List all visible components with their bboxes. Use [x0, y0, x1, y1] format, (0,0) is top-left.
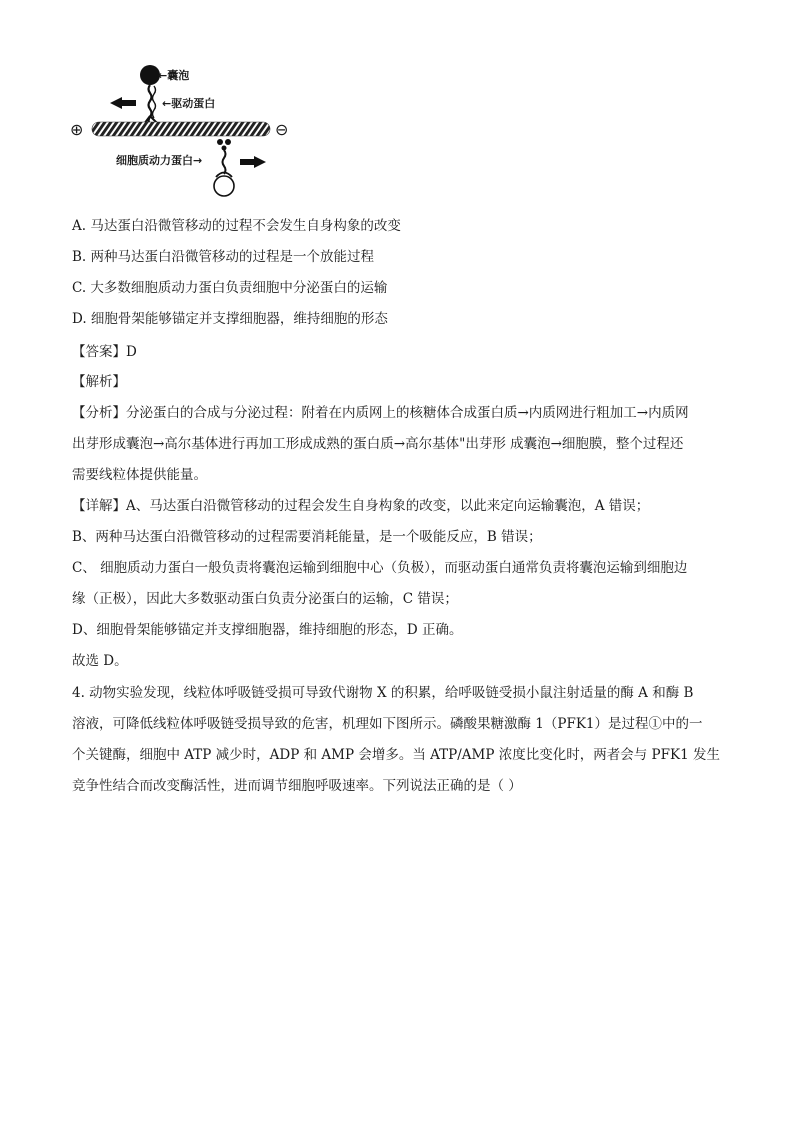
kinesin-label-text: 驱动蛋白: [171, 97, 216, 110]
vesicle-label: ←囊泡: [158, 69, 190, 82]
xiangjie-line-2: B、两种马达蛋白沿微管移动的过程需要消耗能量，是一个吸能反应，B 错误；: [72, 529, 542, 545]
plus-end-icon: ⊕: [70, 120, 84, 139]
microtubule-diagram: [70, 58, 310, 200]
vesicle-top: [140, 65, 160, 85]
dynein-label-text: 细胞质动力蛋白: [116, 154, 193, 167]
option-c: C. 大多数细胞质动力蛋白负责细胞中分泌蛋白的运输: [72, 280, 388, 296]
dynein-label: 细胞质动力蛋白→: [116, 154, 203, 167]
right-arrow-icon: [240, 156, 266, 168]
fenxi-line-1: 【分析】分泌蛋白的合成与分泌过程：附着在内质网上的核糖体合成蛋白质→内质网进行粗加工→内质网: [72, 405, 689, 421]
xiangjie-line-6: 故选 D。: [72, 653, 128, 669]
vesicle-bottom: [214, 176, 234, 196]
fenxi-line-3: 需要线粒体提供能量。: [72, 467, 207, 483]
xiangjie-line-3: C、 细胞质动力蛋白一般负责将囊泡运输到细胞中心（负极），而驱动蛋白通常负责将囊泡运输到细胞边: [72, 560, 688, 576]
question4-line-2: 溶液，可降低线粒体呼吸链受损导致的危害，机理如下图所示。磷酸果糖激酶 1（PFK1）是过程①中的一: [72, 716, 703, 732]
analysis-header: 【解析】: [72, 374, 126, 390]
option-b: B. 两种马达蛋白沿微管移动的过程是一个放能过程: [72, 249, 375, 265]
dynein-stalk: [223, 150, 226, 174]
question4-line-1: 4. 动物实验发现，线粒体呼吸链受损可导致代谢物 X 的积累，给呼吸链受损小鼠注射适量的酶 A 和酶 B: [72, 685, 694, 701]
answer-line: 【答案】D: [72, 344, 137, 360]
xiangjie-line-4: 缘（正极），因此大多数驱动蛋白负责分泌蛋白的运输，C 错误；: [72, 591, 458, 607]
minus-end-icon: ⊖: [275, 120, 289, 139]
question4-line-4: 竞争性结合而改变酶活性，进而调节细胞呼吸速率。下列说法正确的是（ ）: [72, 778, 522, 794]
xiangjie-line-5: D、细胞骨架能够锚定并支撑细胞器，维持细胞的形态，D 正确。: [72, 622, 463, 638]
option-d: D. 细胞骨架能够锚定并支撑细胞器，维持细胞的形态: [72, 311, 388, 327]
left-arrow-icon: [110, 97, 136, 109]
question4-line-3: 个关键酶，细胞中 ATP 减少时，ADP 和 AMP 会增多。当 ATP/AMP 浓度比变化时，两者会与 PFK1 发生: [72, 747, 720, 763]
fenxi-line-2: 出芽形成囊泡→高尔基体进行再加工形成成熟的蛋白质→高尔基体"出芽形 成囊泡→细胞膜，整个过程还: [72, 436, 684, 452]
motor-protein-figure: [70, 58, 310, 200]
kinesin-label: ←驱动蛋白: [162, 97, 216, 110]
microtubule: [92, 122, 270, 136]
option-a: A. 马达蛋白沿微管移动的过程不会发生自身构象的改变: [72, 218, 401, 234]
xiangjie-line-1: 【详解】A、马达蛋白沿微管移动的过程会发生自身构象的改变，以此来定向运输囊泡，A 错误；: [72, 498, 650, 514]
